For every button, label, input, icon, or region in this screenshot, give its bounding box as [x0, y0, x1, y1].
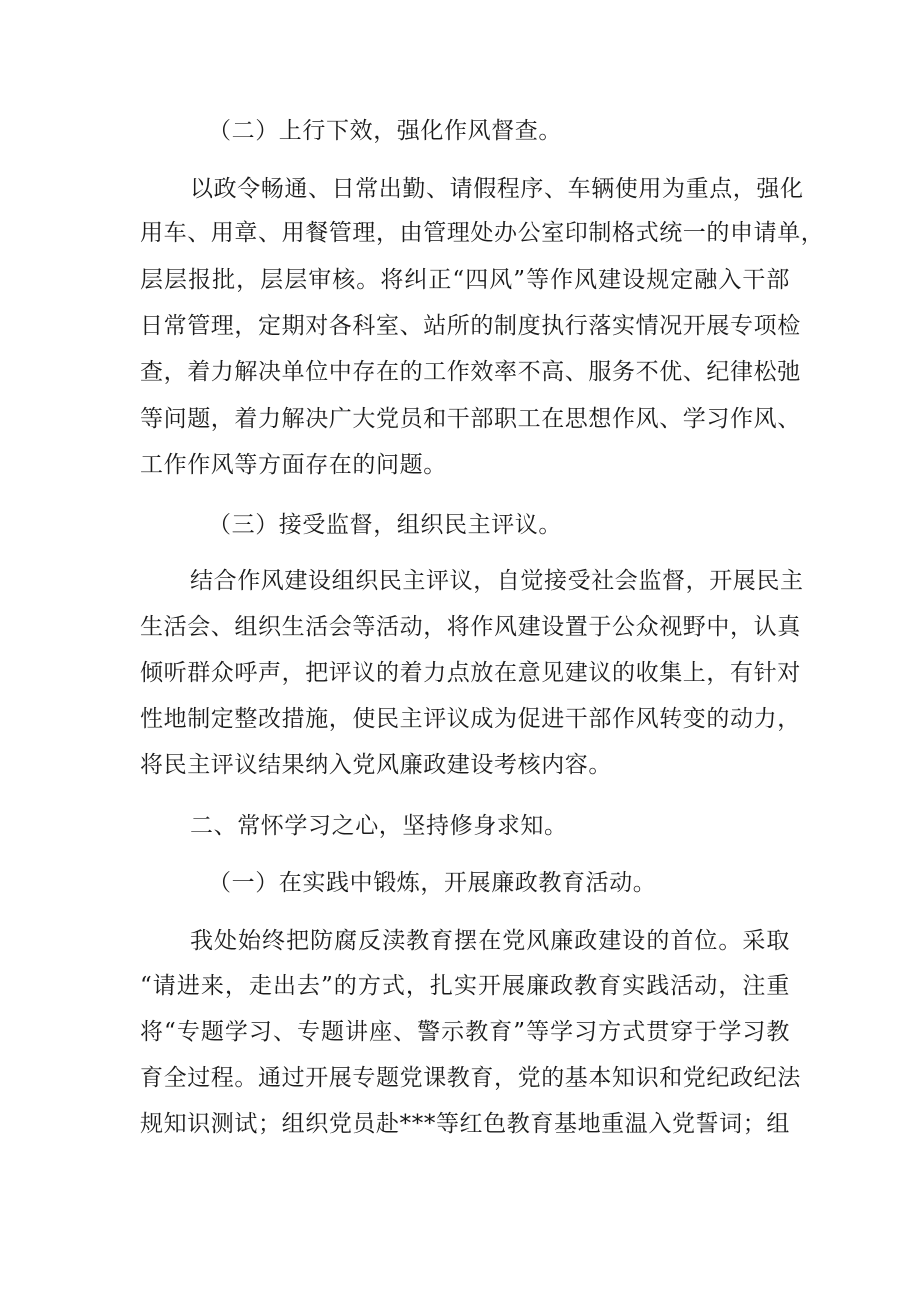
paragraph-line: 将“专题学习、专题讲座、警示教育”等学习方式贯穿于学习教: [140, 1019, 790, 1045]
subheading-3: （三）接受监督，组织民主评议。: [208, 512, 562, 538]
paragraph-line: 规知识测试；组织党员赴***等红色教育基地重温入党誓词；组: [140, 1111, 790, 1137]
paragraph-line: 我处始终把防腐反渎教育摆在党风廉政建设的首位。采取: [190, 928, 790, 954]
paragraph-line: 性地制定整改措施，使民主评议成为促进干部作风转变的动力，: [140, 706, 801, 732]
paragraph-line: 生活会、组织生活会等活动，将作风建设置于公众视野中，认真: [140, 614, 801, 640]
paragraph-line: 用车、用章、用餐管理，由管理处办公室印制格式统一的申请单，: [140, 220, 825, 246]
paragraph-line: 工作作风等方面存在的问题。: [140, 452, 447, 478]
paragraph-line: 育全过程。通过开展专题党课教育，党的基本知识和党纪政纪法: [140, 1065, 801, 1091]
paragraph-line: 结合作风建设组织民主评议，自觉接受社会监督，开展民主: [190, 568, 804, 594]
subheading-1: （一）在实践中锻炼，开展廉政教育活动。: [208, 870, 657, 896]
subheading-2: （二）上行下效，强化作风督查。: [208, 118, 562, 144]
paragraph-line: 将民主评议结果纳入党风廉政建设考核内容。: [140, 752, 612, 778]
paragraph-line: 以政令畅通、日常出勤、请假程序、车辆使用为重点，强化: [190, 176, 804, 202]
section-heading-2: 二、常怀学习之心，坚持修身求知。: [190, 813, 568, 839]
paragraph-line: 层层报批，层层审核。将纠正“四风”等作风建设规定融入干部: [140, 267, 790, 293]
paragraph-line: 日常管理，定期对各科室、站所的制度执行落实情况开展专项检: [140, 313, 801, 339]
paragraph-line: 等问题，着力解决广大党员和干部职工在思想作风、学习作风、: [140, 406, 801, 432]
paragraph-line: “请进来，走出去”的方式，扎实开展廉政教育实践活动，注重: [140, 973, 790, 999]
paragraph-line: 倾听群众呼声，把评议的着力点放在意见建议的收集上，有针对: [140, 660, 801, 686]
paragraph-line: 查，着力解决单位中存在的工作效率不高、服务不优、纪律松弛: [140, 359, 801, 385]
